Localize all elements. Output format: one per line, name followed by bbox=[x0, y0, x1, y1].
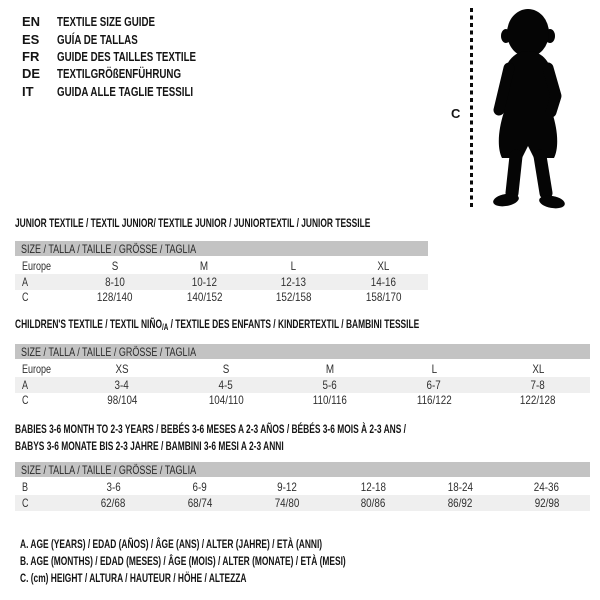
language-title: GUÍA DE TALLAS bbox=[57, 31, 138, 47]
table-cell bbox=[278, 362, 382, 376]
size-table-header bbox=[15, 241, 428, 256]
table-cell-text: L bbox=[291, 258, 297, 273]
table-row bbox=[15, 393, 590, 409]
table-cell bbox=[70, 378, 174, 392]
table-cell bbox=[249, 275, 339, 289]
table-cell bbox=[339, 259, 429, 273]
table-cell-text: 86/92 bbox=[447, 495, 473, 510]
table-rows bbox=[15, 258, 428, 305]
row-label-text: Europe bbox=[22, 361, 52, 376]
table-cell-text: S bbox=[111, 258, 119, 273]
table-row bbox=[15, 290, 428, 306]
table-cell bbox=[278, 393, 382, 407]
table-cell-text: 116/122 bbox=[416, 393, 452, 408]
section-title-line bbox=[15, 420, 590, 438]
row-label-text: C bbox=[22, 290, 29, 305]
table-cell bbox=[160, 259, 250, 273]
table-row bbox=[15, 495, 590, 511]
table-cell-text: 128/140 bbox=[96, 290, 133, 305]
language-code: DE bbox=[22, 66, 41, 82]
table-cell bbox=[157, 480, 244, 494]
table-cell bbox=[243, 480, 330, 494]
table-cell bbox=[160, 275, 250, 289]
row-label bbox=[15, 378, 70, 392]
title-segment: BABYS 3-6 MONATE BIS 2-3 JAHRE / BAMBINI 3-6 MESI A 2-3 ANNI bbox=[15, 439, 284, 454]
table-cell-text: 3-6 bbox=[106, 479, 121, 494]
footnote-text: C. (cm) HEIGHT / ALTURA / HAUTEUR / HÖHE / ALTEZZA bbox=[20, 571, 247, 586]
table-cell bbox=[70, 275, 160, 289]
language-row bbox=[22, 65, 242, 82]
size-header-label: SIZE / TALLA / TAILLE / GRÖSSE / TAGLIA bbox=[21, 241, 197, 256]
table-cell bbox=[382, 393, 486, 407]
table-cell-text: 158/170 bbox=[365, 290, 402, 305]
table-cell-text: M bbox=[200, 258, 209, 273]
table-cell bbox=[486, 393, 590, 407]
footnotes bbox=[20, 535, 485, 587]
table-cell-text: 74/80 bbox=[274, 495, 299, 510]
size-table bbox=[15, 462, 590, 511]
size-table bbox=[15, 344, 590, 408]
table-cell bbox=[339, 275, 429, 289]
table-cell-text: XS bbox=[115, 361, 129, 376]
row-label bbox=[15, 480, 70, 494]
size-table bbox=[15, 241, 428, 305]
table-cell bbox=[249, 259, 339, 273]
row-label bbox=[15, 290, 70, 304]
table-rows bbox=[15, 479, 590, 511]
table-cell-text: 6-9 bbox=[192, 479, 208, 494]
table-cell bbox=[70, 362, 174, 376]
language-title: TEXTILGRÖßENFÜHRUNG bbox=[57, 66, 182, 82]
table-cell-text: 6-7 bbox=[426, 377, 442, 392]
height-measure-label: C bbox=[451, 106, 461, 121]
section-title bbox=[15, 214, 428, 232]
table-cell bbox=[417, 480, 504, 494]
title-segment: CHILDREN'S TEXTILE / TEXTIL NIÑO bbox=[15, 317, 162, 332]
section-title-line bbox=[15, 438, 590, 456]
title-subscript: /A bbox=[161, 322, 169, 333]
table-cell-text: 68/74 bbox=[187, 495, 213, 510]
language-row bbox=[22, 83, 242, 100]
language-row bbox=[22, 48, 242, 65]
table-row bbox=[15, 479, 590, 495]
junior-textile-section bbox=[15, 214, 428, 305]
language-row bbox=[22, 30, 242, 47]
table-cell-text: M bbox=[325, 361, 335, 376]
table-cell bbox=[486, 362, 590, 376]
table-cell bbox=[486, 378, 590, 392]
childrens-textile-section bbox=[15, 317, 590, 408]
section-title-text bbox=[15, 439, 284, 453]
footnote-line bbox=[20, 552, 485, 569]
language-title: TEXTILE SIZE GUIDE bbox=[57, 14, 156, 30]
row-label-text: Europe bbox=[22, 258, 52, 273]
footnote-text: B. AGE (MONTHS) / EDAD (MESES) / ÂGE (MOIS) / ALTER (MONATE) / ETÀ (MESI) bbox=[20, 554, 346, 569]
table-cell bbox=[249, 290, 339, 304]
table-cell bbox=[70, 480, 157, 494]
table-cell bbox=[174, 393, 278, 407]
section-title-line bbox=[15, 214, 428, 232]
row-label-text: B bbox=[22, 479, 29, 494]
table-cell-text: 12-13 bbox=[281, 274, 307, 289]
size-header-label: SIZE / TALLA / TAILLE / GRÖSSE / TAGLIA bbox=[21, 344, 197, 359]
title-segment: / TEXTILE DES ENFANTS / KINDERTEXTIL / BAMBINI TESSILE bbox=[168, 317, 420, 332]
height-dashed-line bbox=[470, 8, 473, 210]
table-row bbox=[15, 274, 428, 290]
table-cell-text: S bbox=[222, 361, 230, 376]
size-table-header bbox=[15, 344, 590, 359]
table-cell-text: 9-12 bbox=[276, 479, 297, 494]
table-cell-text: XL bbox=[531, 361, 545, 376]
row-label-text: A bbox=[22, 274, 29, 289]
table-cell bbox=[157, 496, 244, 510]
section-title bbox=[15, 420, 590, 455]
table-cell bbox=[243, 496, 330, 510]
section-title-text bbox=[15, 422, 406, 436]
language-code: IT bbox=[22, 83, 34, 99]
table-cell bbox=[70, 259, 160, 273]
title-segment: JUNIOR TEXTILE / TEXTIL JUNIOR/ TEXTILE JUNIOR / JUNIORTEXTIL / JUNIOR TESSILE bbox=[15, 215, 371, 230]
table-cell bbox=[382, 378, 486, 392]
title-segment: BABIES 3-6 MONTH TO 2-3 YEARS / BEBÉS 3-6 MESES A 2-3 AÑOS / BÉBÉS 3-6 MOIS À 2-3 ANS / bbox=[15, 421, 407, 436]
table-cell-text: 3-4 bbox=[114, 377, 130, 392]
row-label bbox=[15, 496, 70, 510]
footnote-line bbox=[20, 570, 485, 587]
table-cell-text: 62/68 bbox=[101, 495, 126, 510]
language-code: EN bbox=[22, 14, 41, 30]
baby-silhouette-icon bbox=[482, 6, 574, 212]
table-cell bbox=[70, 496, 157, 510]
section-title bbox=[15, 317, 590, 335]
table-cell-text: 152/158 bbox=[275, 290, 312, 305]
language-list bbox=[22, 13, 242, 100]
table-cell-text: 98/104 bbox=[106, 393, 138, 408]
row-label bbox=[15, 275, 70, 289]
table-cell-text: 92/98 bbox=[534, 495, 560, 510]
row-label bbox=[15, 259, 70, 273]
table-cell-text: 14-16 bbox=[370, 274, 396, 289]
size-table-header bbox=[15, 462, 590, 477]
table-cell bbox=[339, 290, 429, 304]
table-cell bbox=[330, 480, 417, 494]
section-title-text bbox=[15, 317, 419, 334]
table-cell-text: 110/116 bbox=[312, 393, 348, 408]
section-title-text bbox=[15, 216, 370, 230]
row-label bbox=[15, 362, 70, 376]
table-cell bbox=[503, 496, 590, 510]
language-code: ES bbox=[22, 31, 40, 47]
table-row bbox=[15, 377, 590, 393]
row-label-text: C bbox=[22, 393, 29, 408]
row-label bbox=[15, 393, 70, 407]
size-header-label: SIZE / TALLA / TAILLE / GRÖSSE / TAGLIA bbox=[21, 462, 197, 477]
section-title-line bbox=[15, 317, 590, 335]
table-row bbox=[15, 361, 590, 377]
table-cell bbox=[278, 378, 382, 392]
table-cell-text: 104/110 bbox=[208, 393, 244, 408]
table-row bbox=[15, 258, 428, 274]
table-cell-text: 8-10 bbox=[104, 274, 125, 289]
language-code: FR bbox=[22, 48, 40, 64]
footnote-text: A. AGE (YEARS) / EDAD (AÑOS) / ÂGE (ANS) / ALTER (JAHRE) / ETÀ (ANNI) bbox=[20, 536, 323, 551]
table-cell-text: 12-18 bbox=[360, 479, 386, 494]
table-cell bbox=[417, 496, 504, 510]
table-cell-text: 18-24 bbox=[447, 479, 473, 494]
table-rows bbox=[15, 361, 590, 408]
table-cell-text: 140/152 bbox=[186, 290, 223, 305]
table-cell-text: 80/86 bbox=[361, 495, 386, 510]
table-cell bbox=[503, 480, 590, 494]
language-row bbox=[22, 13, 242, 30]
table-cell bbox=[382, 362, 486, 376]
table-cell-text: 10-12 bbox=[191, 274, 217, 289]
table-cell bbox=[330, 496, 417, 510]
footnote-line bbox=[20, 535, 485, 552]
table-cell-text: 24-36 bbox=[534, 479, 560, 494]
table-cell bbox=[160, 290, 250, 304]
table-cell bbox=[70, 393, 174, 407]
language-title: GUIDE DES TAILLES TEXTILE bbox=[57, 48, 197, 64]
table-cell-text: 7-8 bbox=[530, 377, 546, 392]
table-cell-text: 5-6 bbox=[322, 377, 338, 392]
row-label-text: A bbox=[22, 377, 29, 392]
language-title: GUIDA ALLE TAGLIE TESSILI bbox=[57, 83, 194, 99]
table-cell bbox=[70, 290, 160, 304]
row-label-text: C bbox=[22, 495, 29, 510]
table-cell-text: L bbox=[431, 361, 437, 376]
table-cell bbox=[174, 378, 278, 392]
table-cell-text: 122/128 bbox=[520, 393, 556, 408]
table-cell-text: 4-5 bbox=[218, 377, 234, 392]
table-cell bbox=[174, 362, 278, 376]
table-cell-text: XL bbox=[377, 258, 390, 273]
babies-textile-section bbox=[15, 420, 590, 511]
